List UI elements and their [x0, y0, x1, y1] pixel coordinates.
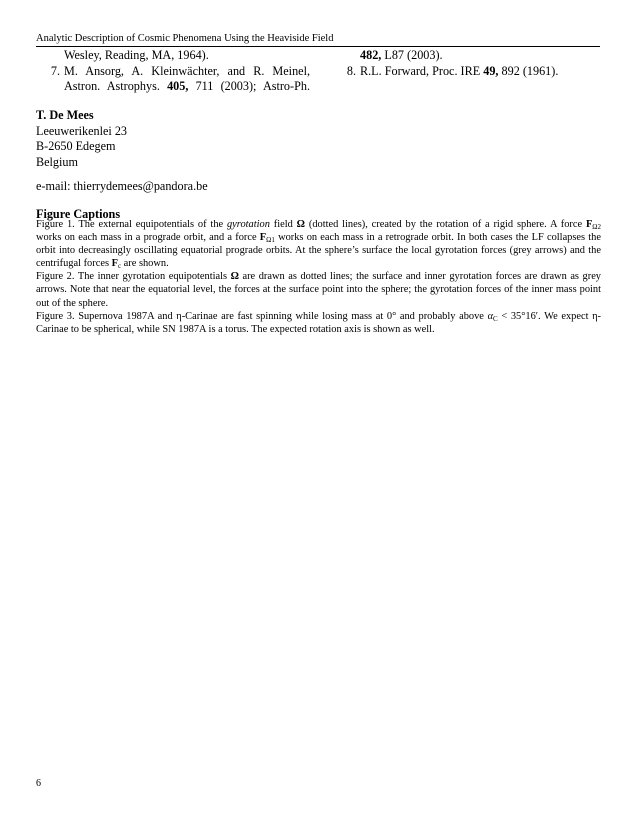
references-column-left	[40, 48, 310, 95]
author-email: e-mail: thierrydemees@pandora.be	[36, 179, 208, 193]
reference-6-tail	[40, 48, 310, 64]
reference-text: R.L. Forward, Proc. IRE 49, 892 (1961).	[360, 63, 559, 78]
reference-text: 482, L87 (2003).	[360, 48, 443, 62]
omega-symbol: Ω	[296, 219, 305, 230]
reference-text: M. Ansorg, A. Kleinwächter, and R. Meinel,	[64, 63, 310, 78]
reference-7-line2	[40, 79, 310, 95]
author-country: Belgium	[36, 154, 78, 169]
reference-7	[40, 64, 310, 80]
reference-7-tail	[336, 48, 596, 64]
references-column-right	[336, 48, 596, 79]
figure-1-caption: Figure 1. The external equipotentials of the gyrotation field Ω (dotted lines), created by the rotation of a rigid sphere. A force $F_{\Omega 2}$ works on each mass in a prograde orbit, and a force $F_{\Omega 1}$ works on each mass in a retrograde orbit. In both cases the LF collapses the orbit into decreasingly oscillating equatorial prograde orbits. At the sphere’s surface the local gyrotation forces (grey arrows) and the centrifugal forces $F_c$ are shown.	[36, 219, 601, 271]
reference-text: Wesley, Reading, MA, 1964).	[64, 48, 209, 62]
figure-captions-heading: Figure Captions	[36, 207, 121, 221]
figure-2-caption: Figure 2. The inner gyrotation equipotentials Ω are drawn as dotted lines; the surface and inner gyrotation forces are drawn as grey arrows. Note that near the equatorial level, the forces at the surface point into the sphere; the gyrotation forces of the inner mass point out of the sphere.	[36, 271, 601, 309]
figure-captions	[36, 218, 601, 336]
reference-8	[336, 64, 596, 80]
running-header: Analytic Description of Cosmic Phenomena Using the Heaviside Field	[36, 33, 600, 47]
author-street: Leeuwerikenlei 23	[36, 123, 128, 138]
page-number: 6	[36, 778, 41, 789]
author-name: T. De Mees	[36, 108, 94, 122]
reference-number: 7.	[50, 63, 60, 78]
reference-number: 8.	[346, 63, 356, 78]
figure-3-caption: Figure 3. Supernova 1987A and η-Carinae are fast spinning while losing mass at 0° and probably above $\alpha_C < 35^\circ 16'$. We expect η-Carinae to be spherical, while SN 1987A is a torus. The expected rotation axis is shown as well.	[36, 310, 601, 335]
omega-symbol: Ω	[230, 271, 239, 283]
author-city: B-2650 Edegem	[36, 139, 116, 153]
alpha-symbol: α	[487, 310, 494, 322]
author-block	[36, 108, 596, 170]
reference-text: Astron. Astrophys. 405, 711 (2003); Astro-Ph.	[64, 79, 310, 93]
